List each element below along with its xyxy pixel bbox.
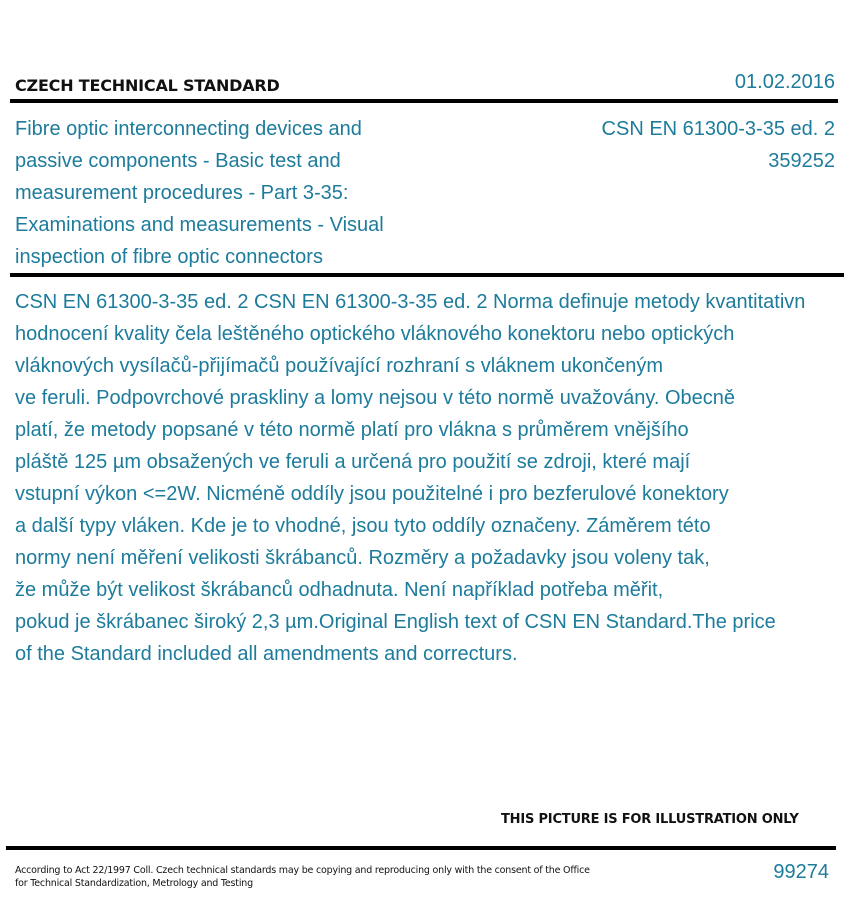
standard-identifier (602, 113, 835, 177)
title-line: Examinations and measurements - Visual (15, 214, 384, 236)
bottom-divider (6, 846, 836, 850)
standard-description (15, 286, 865, 670)
legal-line: for Technical Standardization, Metrology and Testing (15, 878, 253, 889)
legal-line: According to Act 22/1997 Coll. Czech technical standards may be copying and reproducing only with the consent of the Office (15, 865, 590, 876)
title-line: passive components - Basic test and (15, 150, 341, 172)
description-line: pokud je škrábanec široký 2,3 µm.Original English text of CSN EN Standard.The price (15, 611, 776, 633)
description-line: pláště 125 µm obsažených ve feruli a určená pro použití se zdroji, které mají (15, 451, 691, 473)
top-divider (10, 99, 838, 103)
description-line: vláknových vysílačů-přijímačů používající rozhraní s vláknem ukončeným (15, 355, 664, 377)
description-line: ve feruli. Podpovrchové praskliny a lomy nejsou v této normě uvažovány. Obecně (15, 387, 735, 409)
illustration-disclaimer: THIS PICTURE IS FOR ILLUSTRATION ONLY (501, 812, 799, 827)
description-line: CSN EN 61300-3-35 ed. 2 CSN EN 61300-3-35 ed. 2 Norma definuje metody kvantitativn (15, 291, 806, 313)
document-code: 99274 (773, 861, 829, 883)
title-line: measurement procedures - Part 3-35: (15, 182, 349, 204)
standard-title (15, 113, 455, 273)
description-line: normy není měření velikosti škrábanců. Rozměry a požadavky jsou voleny tak, (15, 547, 710, 569)
description-line: of the Standard included all amendments and correcturs. (15, 643, 518, 665)
standard-type-label: CZECH TECHNICAL STANDARD (15, 76, 280, 95)
catalog-number: 359252 (768, 150, 835, 172)
description-line: že může být velikost škrábanců odhadnuta. Není například potřeba měřit, (15, 579, 664, 601)
publication-date: 01.02.2016 (734, 71, 835, 93)
legal-notice (15, 864, 595, 890)
description-line: vstupní výkon <=2W. Nicméně oddíly jsou použitelné i pro bezferulové konektory (15, 483, 729, 505)
description-line: a další typy vláken. Kde je to vhodné, jsou tyto oddíly označeny. Záměrem této (15, 515, 711, 537)
middle-divider (10, 273, 844, 277)
title-line: Fibre optic interconnecting devices and (15, 118, 362, 140)
description-line: platí, že metody popsané v této normě platí pro vlákna s průměrem vnějšího (15, 419, 689, 441)
standard-code: CSN EN 61300-3-35 ed. 2 (601, 118, 835, 140)
description-line: hodnocení kvality čela leštěného optického vláknového konektoru nebo optických (15, 323, 735, 345)
title-line: inspection of fibre optic connectors (15, 246, 323, 268)
